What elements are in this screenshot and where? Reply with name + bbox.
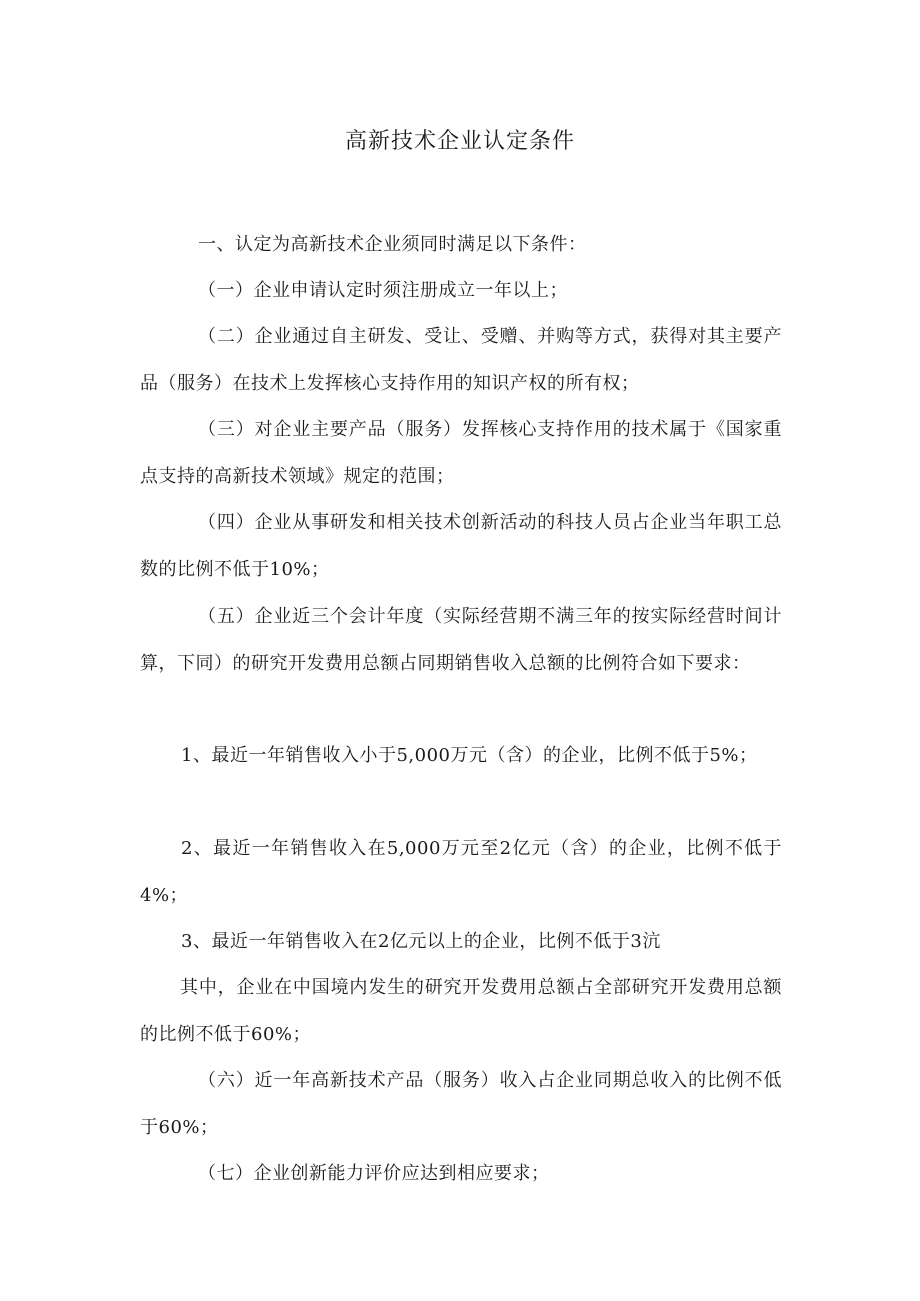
paragraph-condition-4: （四）企业从事研发和相关技术创新活动的科技人员占企业当年职工总数的比例不低于10%； bbox=[140, 512, 782, 580]
paragraph-condition-6: （六）近一年高新技术产品（服务）收入占企业同期总收入的比例不低于60%； bbox=[140, 1070, 782, 1138]
paragraph-condition-7: （七）企业创新能力评价应达到相应要求； bbox=[198, 1163, 550, 1184]
paragraph-note: 其中，企业在中国境内发生的研究开发费用总额占全部研究开发费用总额的比例不低于60%； bbox=[140, 977, 782, 1045]
paragraph-condition-5: （五）企业近三个会计年度（实际经营期不满三年的按实际经营时间计算，下同）的研究开发费用总额占同期销售收入总额的比例符合如下要求： bbox=[140, 606, 782, 674]
paragraph-condition-2: （二）企业通过自主研发、受让、受赠、并购等方式，获得对其主要产品（服务）在技术上发挥核心支持作用的知识产权的所有权； bbox=[140, 326, 782, 394]
paragraph-condition-1: （一）企业申请认定时须注册成立一年以上； bbox=[198, 280, 568, 301]
document-title: 高新技术企业认定条件 bbox=[344, 129, 575, 154]
paragraph-subitem-2: 2、最近一年销售收入在5,000万元至2亿元（含）的企业，比例不低于4%； bbox=[140, 838, 782, 906]
paragraph-intro: 一、认定为高新技术企业须同时满足以下条件： bbox=[198, 234, 587, 255]
paragraph-subitem-3: 3、最近一年销售收入在2亿元以上的企业，比例不低于3沆 bbox=[181, 931, 661, 952]
paragraph-subitem-1: 1、最近一年销售收入小于5,000万元（含）的企业，比例不低于5%； bbox=[181, 745, 758, 766]
paragraph-condition-3: （三）对企业主要产品（服务）发挥核心支持作用的技术属于《国家重点支持的高新技术领域》规定的范围； bbox=[140, 419, 782, 487]
